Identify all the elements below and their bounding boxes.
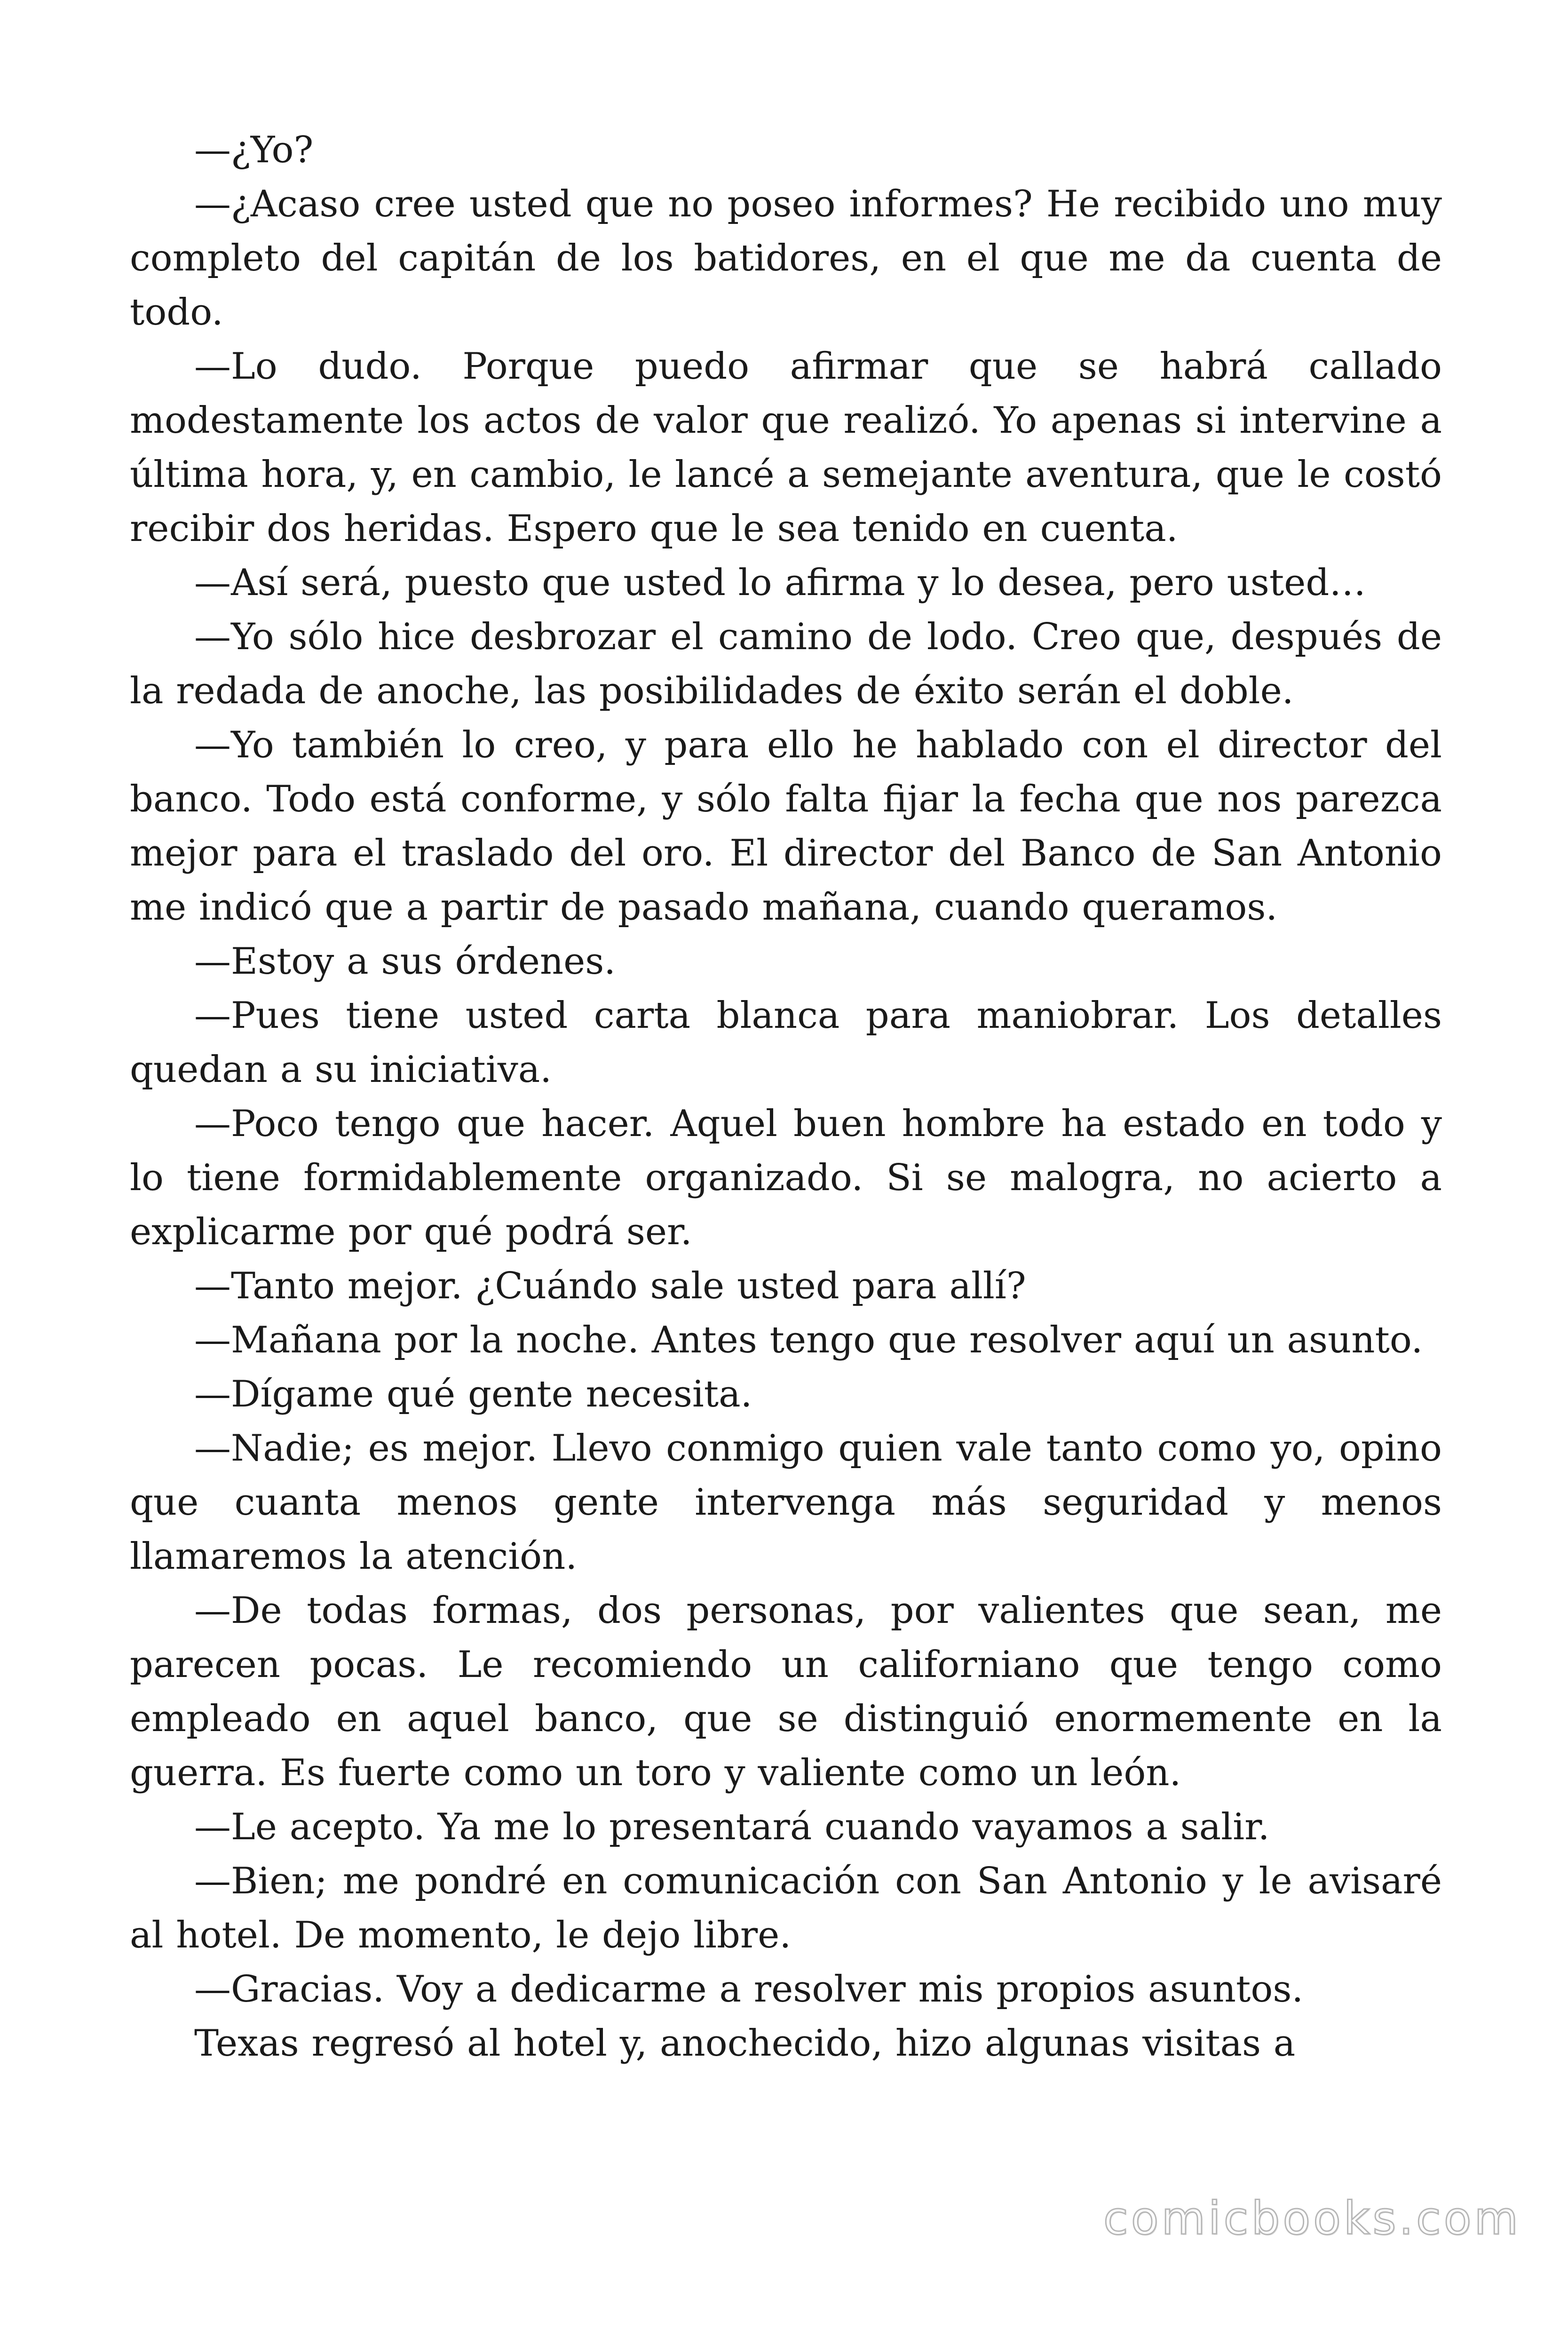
paragraph: —¿Acaso cree usted que no poseo informes? He recibido uno muy completo del capitán de los batidores, en el que me da cuenta de todo. <box>130 183 1442 334</box>
paragraph: —Yo también lo creo, y para ello he hablado con el director del banco. Todo está conforme, y sólo falta fijar la fecha que nos parezca mejor para el traslado del oro. El director del Banco de San Antonio me indicó que a partir de pasado mañana, cuando queramos. <box>130 724 1442 929</box>
paragraph: —Lo dudo. Porque puedo afirmar que se habrá callado modestamente los actos de valor que realizó. Yo apenas si intervine a última hora, y, en cambio, le lancé a semejante aventura, que le costó recibir dos heridas. Espero que le sea tenido en cuenta. <box>130 345 1442 550</box>
paragraph: —De todas formas, dos personas, por valientes que sean, me parecen pocas. Le recomiendo un californiano que tengo como empleado en aquel banco, que se distinguió enormemente en la guerra. Es fuerte como un toro y valiente como un león. <box>130 1589 1442 1794</box>
body-text <box>130 123 1442 2071</box>
watermark: comicbooks.com <box>1103 2192 1521 2245</box>
paragraph: —Yo sólo hice desbrozar el camino de lodo. Creo que, después de la redada de anoche, las posibilidades de éxito serán el doble. <box>130 616 1442 712</box>
paragraph: —Poco tengo que hacer. Aquel buen hombre ha estado en todo y lo tiene formidablemente organizado. Si se malogra, no acierto a explicarme por qué podrá ser. <box>130 1103 1442 1253</box>
paragraph: —Mañana por la noche. Antes tengo que resolver aquí un asunto. <box>194 1319 1423 1361</box>
paragraph: Texas regresó al hotel y, anochecido, hizo algunas visitas a <box>194 2022 1296 2065</box>
paragraph: —Estoy a sus órdenes. <box>194 940 616 983</box>
paragraph: —Le acepto. Ya me lo presentará cuando vayamos a salir. <box>194 1806 1270 1848</box>
paragraph: —Pues tiene usted carta blanca para maniobrar. Los detalles quedan a su iniciativa. <box>130 994 1442 1091</box>
paragraph: —¿Yo? <box>194 129 314 171</box>
paragraph: —Dígame qué gente necesita. <box>194 1373 752 1415</box>
paragraph: —Bien; me pondré en comunicación con San Antonio y le avisaré al hotel. De momento, le dejo libre. <box>130 1860 1442 1956</box>
paragraph: —Nadie; es mejor. Llevo conmigo quien vale tanto como yo, opino que cuanta menos gente intervenga más seguridad y menos llamaremos la atención. <box>130 1427 1442 1578</box>
paragraph: —Así será, puesto que usted lo afirma y lo desea, pero usted… <box>194 562 1366 604</box>
paragraph: —Gracias. Voy a dedicarme a resolver mis propios asuntos. <box>194 1968 1304 2010</box>
paragraph: —Tanto mejor. ¿Cuándo sale usted para allí? <box>194 1265 1026 1307</box>
